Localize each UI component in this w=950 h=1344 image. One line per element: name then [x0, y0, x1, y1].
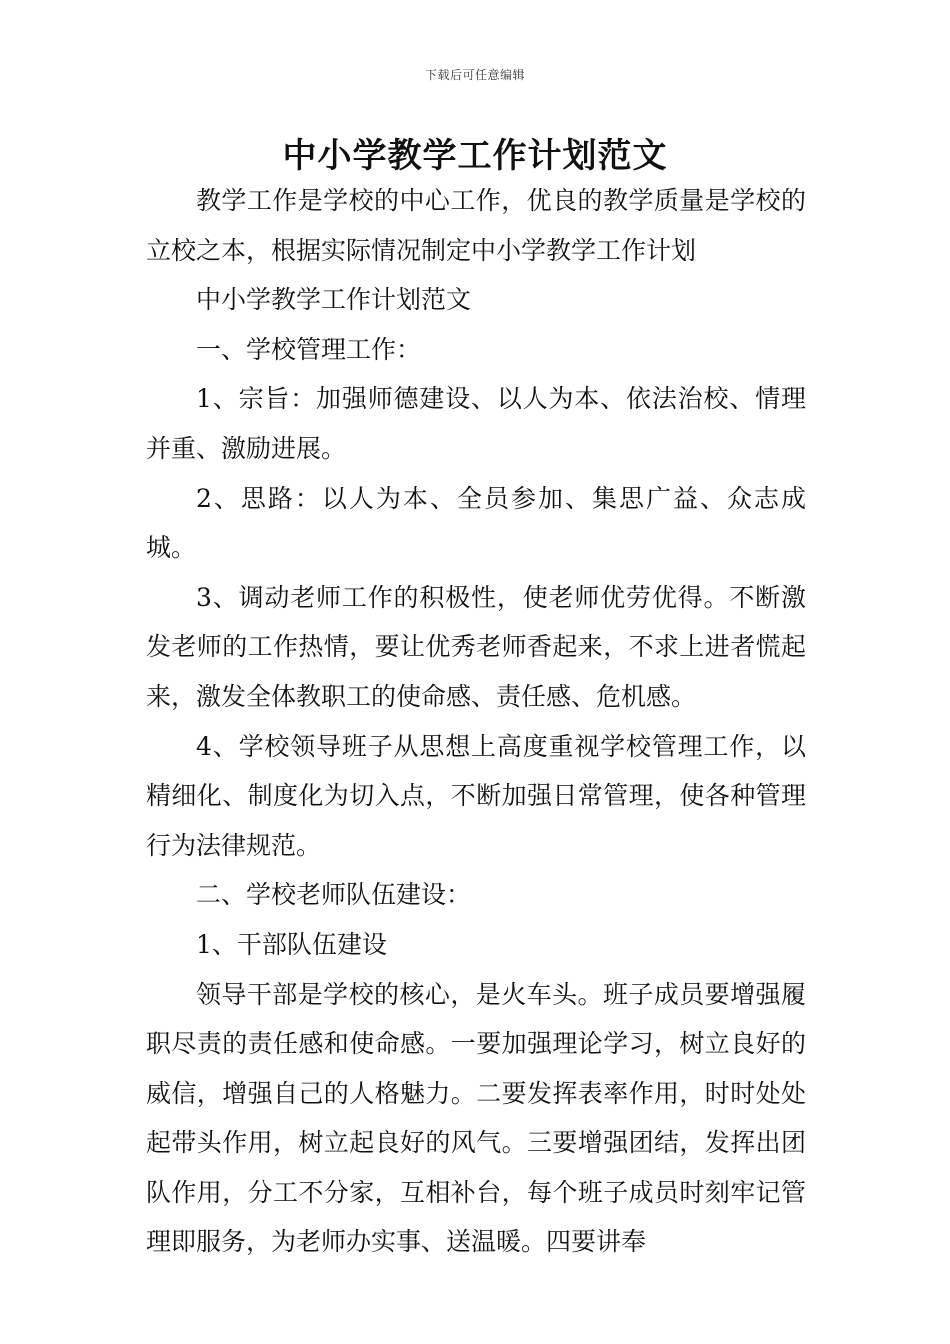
section-heading-teachers: 二、学校老师队伍建设： [196, 880, 472, 910]
header-note: 下载后可任意编辑 [424, 68, 525, 82]
subsection-heading-cadre: 1、干部队伍建设 [196, 929, 387, 959]
paragraph-cadre: 领导干部是学校的核心，是火车头。班子成员要增强履职尽责的责任感和使命感。一要加强理论学习，树立良好的威信，增强自己的人格魅力。二要发挥表率作用，时时处处起带头作用，树立起良好的风气。三要增强团结，发挥出团队作用，分工不分家，互相补台，每个班子成员时刻牢记管理即服务，为老师办实事、送温暖。四要讲奉 [146, 979, 806, 1257]
paragraph-item-4: 4、学校领导班子从思想上高度重视学校管理工作，以精细化、制度化为切入点，不断加强日常管理，使各种管理行为法律规范。 [146, 731, 806, 860]
paragraph-intro: 教学工作是学校的中心工作，优良的教学质量是学校的立校之本，根据实际情况制定中小学教学工作计划 [146, 186, 806, 265]
document-body [146, 176, 806, 1267]
section-heading-management: 一、学校管理工作： [196, 334, 422, 364]
paragraph-item-2: 2、思路：以人为本、全员参加、集思广益、众志成城。 [146, 483, 806, 563]
paragraph-item-3: 3、调动老师工作的积极性，使老师优劳优得。不断激发老师的工作热情，要让优秀老师香起来，不求上进者慌起来，激发全体教职工的使命感、责任感、危机感。 [146, 582, 806, 711]
document-title: 中小学教学工作计划范文 [282, 136, 668, 176]
paragraph-subtitle: 中小学教学工作计划范文 [196, 285, 472, 315]
paragraph-item-1: 1、宗旨：加强师德建设、以人为本、依法治校、情理并重、激励进展。 [146, 384, 806, 463]
